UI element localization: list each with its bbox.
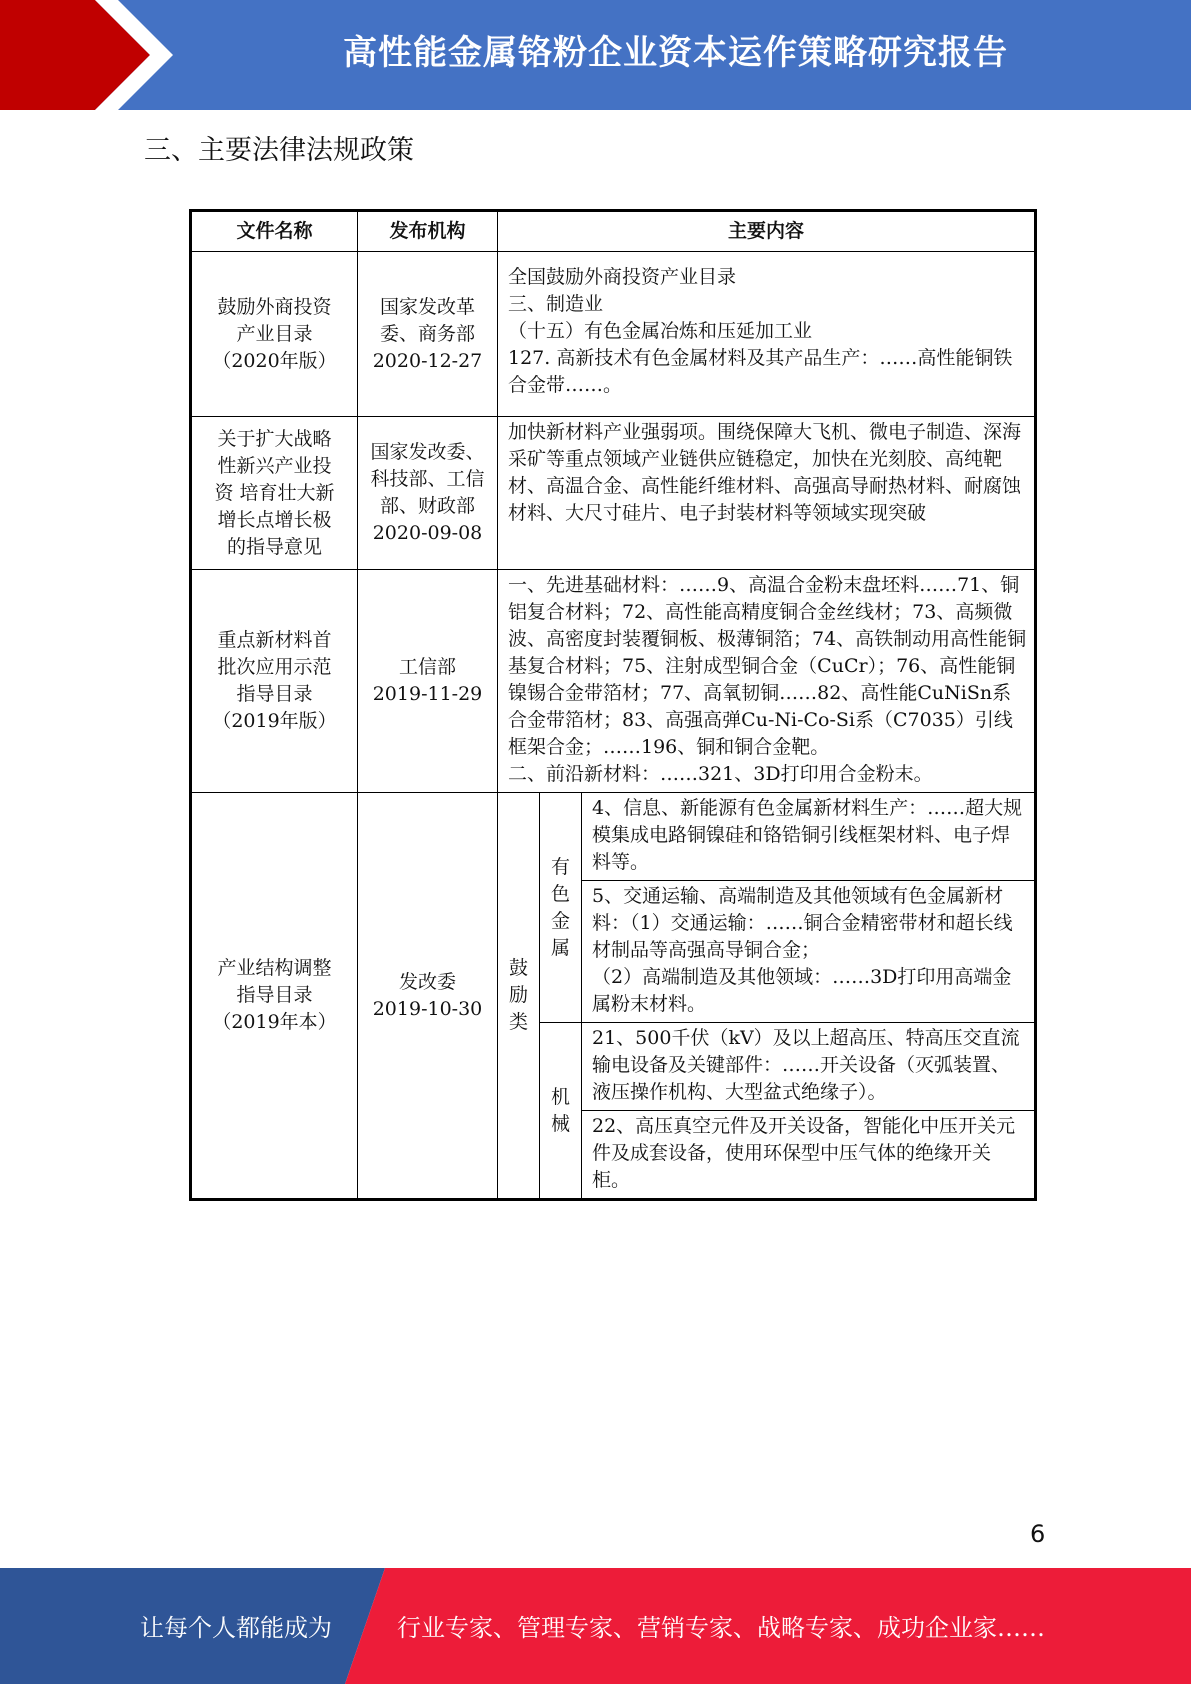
issuer-cell — [358, 417, 498, 570]
report-title: 高性能金属铬粉企业资本运作策略研究报告 — [343, 33, 1008, 73]
cell-line: 产业目录 — [236, 322, 313, 345]
cell-line: （2020年版） — [212, 349, 337, 372]
cell-line: 2019-10-30 — [372, 997, 483, 1020]
content-line: 三、制造业 — [508, 293, 604, 315]
table-header-row — [191, 211, 1036, 252]
item-cell — [582, 1023, 1036, 1111]
item-line: 4、信息、新能源有色金属新材料生产：……超大规模集成电路铜镍硅和铬锆铜引线框架材料、电子焊料等。 — [592, 797, 1023, 873]
table-row — [191, 793, 1036, 881]
cell-line: 工信部 — [398, 656, 456, 678]
item-cell — [582, 793, 1036, 881]
cell-line: 国家发改委、 — [370, 441, 485, 463]
table-row — [191, 417, 1036, 570]
cell-line: 2020-09-08 — [372, 522, 483, 544]
cell-line: 资 培育壮大新 — [214, 481, 335, 504]
document-name-cell — [191, 570, 358, 793]
document-name-cell — [191, 252, 358, 417]
document-name-cell — [191, 417, 358, 570]
cell-line: 委、商务部 — [379, 322, 475, 345]
group-label: 机械 — [550, 1085, 570, 1135]
document-name-cell — [191, 793, 358, 1200]
footer-slogan-left: 让每个人都能成为 — [140, 1614, 332, 1642]
table-row — [191, 252, 1036, 417]
item-line: （2）高端制造及其他领域：……3D打印用高端金属粉末材料。 — [592, 966, 1012, 1015]
cell-line: 批次应用示范 — [217, 656, 332, 678]
group-cell — [540, 1023, 582, 1200]
cell-line: 关于扩大战略 — [217, 427, 332, 450]
content-line: 二、前沿新材料：……321、3D打印用合金粉末。 — [508, 763, 933, 785]
issuer-cell — [358, 252, 498, 417]
content-line: 127. 高新技术有色金属材料及其产品生产：……高性能铜铁合金带……。 — [508, 347, 1013, 396]
policy-table — [189, 209, 1037, 1201]
report-header — [0, 0, 1191, 110]
cell-line: 增长点增长极 — [217, 508, 332, 531]
column-header-content: 主要内容 — [498, 211, 1036, 252]
item-line: 21、500千伏（kV）及以上超高压、特高压交直流输电设备及关键部件：……开关设备（灭弧装置、液压操作机构、大型盆式绝缘子）。 — [592, 1027, 1020, 1103]
item-line: 5、交通运输、高端制造及其他领域有色金属新材料：（1）交通运输：……铜合金精密带材和超长线材制品等高强高导铜合金； — [592, 885, 1013, 961]
cell-line: 发改委 — [398, 970, 456, 993]
cell-line: 指导目录 — [236, 683, 313, 705]
item-line: 22、高压真空元件及开关设备，智能化中压开关元件及成套设备，使用环保型中压气体的绝缘开关柜。 — [592, 1115, 1016, 1191]
report-footer — [0, 1568, 1191, 1684]
content-cell — [498, 417, 1036, 570]
content-line: 加快新材料产业强弱项。围绕保障大飞机、微电子制造、深海采矿等重点领域产业链供应链稳定，加快在光刻胶、高纯靶材、高温合金、高性能纤维材料、高强高导耐热材料、耐腐蚀材料、大尺寸硅片、电子封装材料等领域实现突破 — [508, 421, 1022, 524]
category-cell — [498, 793, 540, 1200]
cell-line: 重点新材料首 — [217, 629, 332, 651]
cell-line: 2019-11-29 — [372, 683, 483, 705]
cell-line: （2019年本） — [212, 1011, 337, 1033]
cell-line: 部、财政部 — [379, 495, 475, 517]
table-row — [191, 570, 1036, 793]
page-number: 6 — [1030, 1520, 1046, 1548]
cell-line: 鼓励外商投资 — [217, 295, 332, 318]
content-line: 全国鼓励外商投资产业目录 — [508, 266, 737, 288]
section-heading: 三、主要法律法规政策 — [144, 135, 414, 166]
cell-line: 的指导意见 — [226, 535, 322, 558]
column-header-name: 文件名称 — [191, 211, 358, 252]
column-header-org: 发布机构 — [358, 211, 498, 252]
content-cell — [498, 570, 1036, 793]
category-label: 鼓励类 — [508, 957, 528, 1033]
cell-line: 性新兴产业投 — [217, 454, 332, 477]
cell-line: 2020-12-27 — [372, 349, 483, 372]
content-line: （十五）有色金属冶炼和压延加工业 — [508, 320, 813, 342]
group-cell — [540, 793, 582, 1023]
item-cell — [582, 1111, 1036, 1200]
content-cell — [498, 252, 1036, 417]
cell-line: 国家发改革 — [379, 295, 475, 318]
content-line: 一、先进基础材料：……9、高温合金粉末盘坯料……71、铜铝复合材料；72、高性能高精度铜合金丝线材；73、高频微波、高密度封装覆铜板、极薄铜箔；74、高铁制动用高性能铜基复合材料；75、注射成型铜合金（CuCr）；76、高性能铜镍锡合金带箔材；77、高氧韧铜……82、高性能CuNiSn系合金带箔材；83、高强高弹Cu-Ni-Co-Si系（C7035）引线框架合金；……196、铜和铜合金靶。 — [508, 574, 1027, 758]
cell-line: （2019年版） — [212, 710, 337, 732]
group-label: 有色金属 — [550, 855, 570, 959]
cell-line: 指导目录 — [236, 984, 313, 1006]
issuer-cell — [358, 570, 498, 793]
cell-line: 产业结构调整 — [217, 957, 332, 979]
issuer-cell — [358, 793, 498, 1200]
footer-slogan-right: 行业专家、管理专家、营销专家、战略专家、成功企业家…… — [397, 1614, 1045, 1642]
cell-line: 科技部、工信 — [370, 468, 485, 490]
item-cell — [582, 881, 1036, 1023]
